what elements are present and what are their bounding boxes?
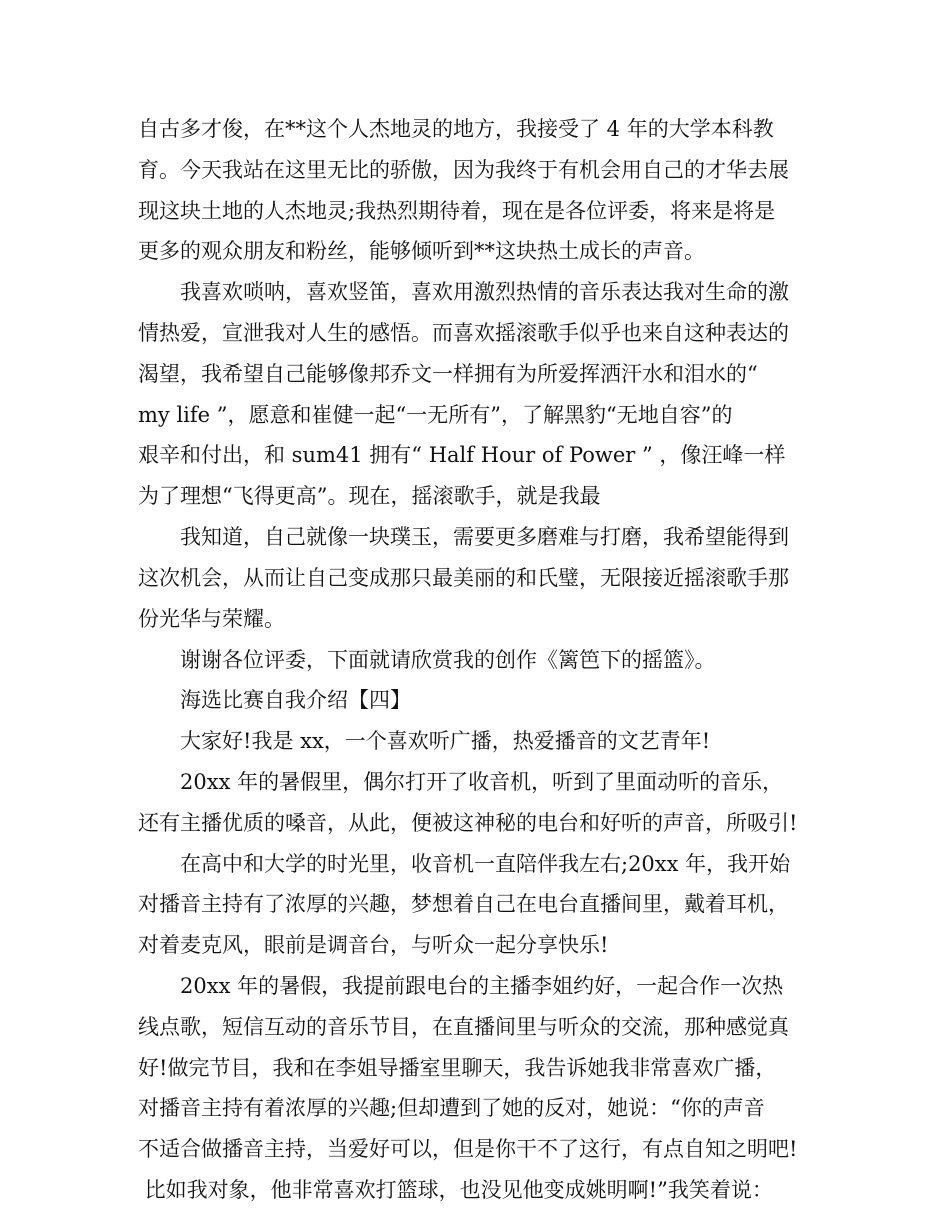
text-line: 育。今天我站在这里无比的骄傲，因为我终于有机会用自己的才华去展 [138, 158, 789, 182]
text-line: 20xx 年的暑假里，偶尔打开了收音机，听到了里面动听的音乐， [180, 770, 784, 794]
text-line: 在高中和大学的时光里，收音机一直陪伴我左右;20xx 年，我开始 [180, 852, 791, 876]
text-line: 20xx 年的暑假，我提前跟电台的主播李姐约好，一起合作一次热 [180, 974, 784, 998]
text-line: 更多的观众朋友和粉丝，能够倾听到**这块热土成长的声音。 [138, 239, 705, 263]
text-line: 还有主播优质的嗓音，从此，便被这神秘的电台和好听的声音，所吸引! [138, 811, 798, 835]
text-line: 好!做完节目，我和在李姐导播室里聊天，我告诉她我非常喜欢广播， [138, 1056, 777, 1080]
section-heading: 海选比赛自我介绍【四】 [180, 688, 411, 712]
text-line: 份光华与荣耀。 [138, 607, 285, 631]
text-line: 我知道，自己就像一块璞玉，需要更多磨难与打磨，我希望能得到 [180, 525, 789, 549]
text-line: 对着麦克风，眼前是调音台，与听众一起分享快乐! [138, 933, 609, 957]
text-line: 线点歌，短信互动的音乐节目，在直播间里与听众的交流，那种感觉真 [138, 1015, 789, 1039]
text-line: 谢谢各位评委，下面就请欣赏我的创作《篱笆下的摇篮》。 [180, 648, 716, 672]
text-line: 我喜欢唢呐，喜欢竖笛，喜欢用激烈热情的音乐表达我对生命的激 [180, 280, 789, 304]
text-line: my life ”，愿意和崔健一起“一无所有”，了解黑豹“无地自容”的 [138, 403, 733, 427]
text-line: 情热爱，宣泄我对人生的感悟。而喜欢摇滚歌手似乎也来自这种表达的 [138, 321, 789, 345]
text-line: 自古多才俊，在**这个人杰地灵的地方，我接受了 4 年的大学本科教 [138, 117, 774, 141]
text-line: 比如我对象，他非常喜欢打篮球，也没见他变成姚明啊!”我笑着说： [138, 1178, 773, 1202]
text-line: 这次机会，从而让自己变成那只最美丽的和氏璧，无限接近摇滚歌手那 [138, 566, 789, 590]
text-line: 不适合做播音主持，当爱好可以，但是你干不了这行，有点自知之明吧! [138, 1137, 798, 1161]
text-line: 对播音主持有了浓厚的兴趣，梦想着自己在电台直播间里，戴着耳机， [138, 892, 789, 916]
text-line: 艰辛和付出，和 sum41 拥有“ Half Hour of Power ” ，像汪峰一样 [138, 443, 786, 467]
text-line: 大家好!我是 xx，一个喜欢听广播，热爱播音的文艺青年! [180, 729, 711, 753]
text-line: 现这块土地的人杰地灵;我热烈期待着，现在是各位评委，将来是将是 [138, 199, 776, 223]
text-line: 渴望，我希望自己能够像邦乔文一样拥有为所爱挥洒汗水和泪水的“ [138, 362, 758, 386]
text-line: 为了理想“飞得更高”。现在，摇滚歌手，就是我最 [138, 484, 601, 508]
text-line: 对播音主持有着浓厚的兴趣;但却遭到了她的反对，她说：“你的声音 [138, 1096, 765, 1120]
